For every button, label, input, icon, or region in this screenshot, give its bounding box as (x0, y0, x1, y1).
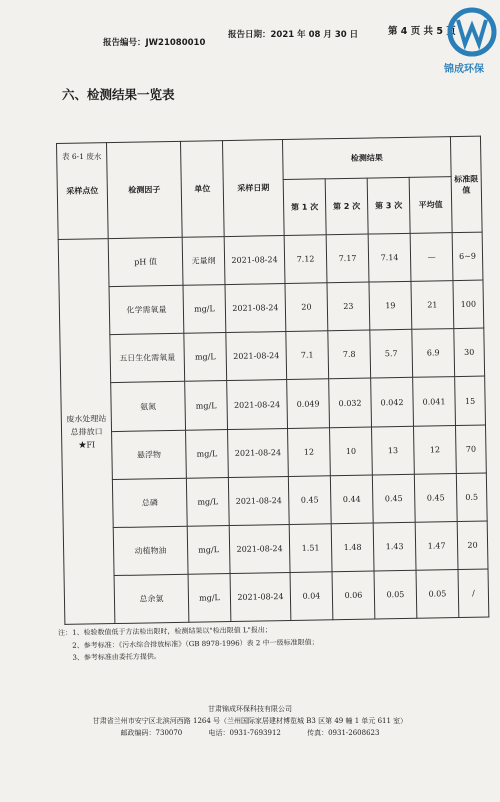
results-table (56, 136, 489, 625)
date-cell: 2021-08-24 (228, 428, 289, 477)
header-sub-avg: 平均值 (409, 177, 452, 234)
result-1-cell: 1.51 (289, 524, 332, 573)
result-2-cell: 7.17 (326, 234, 369, 283)
limit-cell: 20 (457, 521, 488, 570)
date-cell: 2021-08-24 (230, 572, 291, 621)
footer-fax: 传真：0931-2608623 (307, 729, 380, 737)
footer (80, 703, 420, 739)
factor-cell: 总磷 (112, 478, 187, 527)
report-date: 报告日期：2021 年 08 月 30 日 (228, 30, 359, 40)
note-1: 注：1、检验数值低于方法检出限时，检测结果以"检出限值 L"报出； (58, 626, 272, 637)
factor-cell: 动植物油 (113, 526, 188, 575)
result-3-cell: 0.05 (374, 570, 417, 619)
table-row (59, 280, 484, 335)
table-row (62, 425, 487, 480)
header-factor: 检测因子 (107, 141, 183, 238)
unit-cell: mg/L (186, 429, 229, 478)
note-2: 2、参考标准：《污水综合排放标准》（GB 8978-1996）表 2 中一级标准限值； (72, 637, 319, 650)
section-title: 六、检测结果一览表 (62, 87, 175, 102)
footer-postcode: 邮政编码：730070 (120, 729, 183, 737)
unit-cell: mg/L (187, 525, 230, 574)
average-cell: 21 (411, 281, 454, 330)
footer-phone: 电话：0931-7693912 (208, 729, 281, 737)
factor-cell: 悬浮物 (112, 430, 187, 479)
average-cell: 6.9 (412, 329, 455, 378)
average-cell: 12 (413, 425, 456, 474)
notes (58, 621, 488, 665)
result-2-cell: 7.8 (328, 330, 371, 379)
header-sub-2: 第 2 次 (325, 178, 368, 235)
table-caption: 表 6-1 废水 (62, 152, 102, 161)
limit-cell: 100 (453, 280, 484, 329)
footer-address: 甘肃省兰州市安宁区北滨河西路 1264 号（兰州国际家居建材博览城 B3 区第 49 幢 1 单元 611 室） (92, 717, 408, 725)
result-2-cell: 0.44 (330, 475, 373, 524)
result-3-cell: 0.042 (371, 378, 414, 427)
unit-cell: mg/L (184, 333, 227, 382)
limit-cell: / (458, 569, 489, 618)
header-sub-1: 第 1 次 (283, 179, 326, 236)
result-1-cell: 7.1 (286, 331, 329, 380)
factor-cell: 化学需氧量 (109, 286, 184, 335)
result-2-cell: 10 (330, 427, 373, 476)
header-results: 检测结果 (282, 137, 451, 180)
result-1-cell: 0.049 (287, 379, 330, 428)
footer-contacts (80, 727, 420, 739)
date-cell: 2021-08-24 (225, 284, 286, 333)
header-limit: 标准限值 (450, 136, 482, 233)
average-cell: — (410, 233, 453, 282)
limit-cell: 15 (455, 377, 486, 426)
factor-cell: 氨氮 (111, 382, 186, 431)
table-row (62, 473, 487, 528)
limit-cell: 6~9 (452, 232, 483, 281)
date-cell: 2021-08-24 (224, 236, 285, 285)
header-unit: 单位 (180, 141, 224, 238)
limit-cell: 0.5 (456, 473, 487, 522)
date-cell: 2021-08-24 (227, 380, 288, 429)
average-cell: 1.47 (415, 521, 458, 570)
result-1-cell: 12 (288, 427, 331, 476)
company-logo (438, 6, 500, 82)
result-3-cell: 19 (369, 282, 412, 331)
factor-cell: 五日生化需氧量 (110, 334, 185, 383)
note-3: 3、参考标准由委托方提供。 (72, 652, 161, 662)
result-2-cell: 0.032 (329, 379, 372, 428)
header-date: 采样日期 (222, 140, 284, 237)
result-1-cell: 0.45 (288, 475, 331, 524)
limit-cell: 30 (454, 328, 485, 377)
unit-cell: 无量纲 (182, 237, 225, 286)
date-cell: 2021-08-24 (228, 476, 289, 525)
header-site: 采样点位 (57, 143, 109, 240)
table-row (61, 377, 486, 432)
date-cell: 2021-08-24 (229, 524, 290, 573)
page-indicator: 第 4 页 共 5 页 (388, 26, 456, 37)
table-row (60, 328, 485, 383)
result-3-cell: 1.43 (373, 522, 416, 571)
result-3-cell: 5.7 (370, 330, 413, 379)
average-cell: 0.45 (414, 473, 457, 522)
date-cell: 2021-08-24 (226, 332, 287, 381)
results-body (57, 136, 489, 624)
table-row (58, 232, 483, 287)
limit-cell: 70 (455, 425, 486, 474)
report-number: 报告编号：JW21080010 (103, 38, 206, 48)
unit-cell: mg/L (183, 285, 226, 334)
header-sub-3: 第 3 次 (367, 177, 410, 234)
result-3-cell: 13 (371, 426, 414, 475)
result-1-cell: 20 (285, 283, 328, 332)
unit-cell: mg/L (185, 381, 228, 430)
average-cell: 0.041 (413, 377, 456, 426)
unit-cell: mg/L (186, 477, 229, 526)
site-cell: 废水处理站总排放口★FI (58, 239, 115, 625)
table-row (63, 521, 488, 576)
average-cell: 0.05 (416, 569, 459, 618)
logo-text: 锦成环保 (444, 64, 484, 75)
result-3-cell: 7.14 (368, 234, 411, 283)
result-1-cell: 7.12 (284, 235, 327, 284)
factor-cell: 总余氯 (114, 574, 189, 623)
factor-cell: pH 值 (108, 237, 183, 286)
result-2-cell: 1.48 (331, 523, 374, 572)
unit-cell: mg/L (188, 573, 231, 622)
result-2-cell: 0.06 (332, 571, 375, 620)
table-row (64, 569, 489, 625)
logo-emblem-icon (438, 6, 500, 62)
result-2-cell: 23 (327, 282, 370, 331)
result-1-cell: 0.04 (290, 572, 333, 621)
result-3-cell: 0.45 (372, 474, 415, 523)
footer-company: 甘肃锦成环保科技有限公司 (208, 705, 292, 713)
